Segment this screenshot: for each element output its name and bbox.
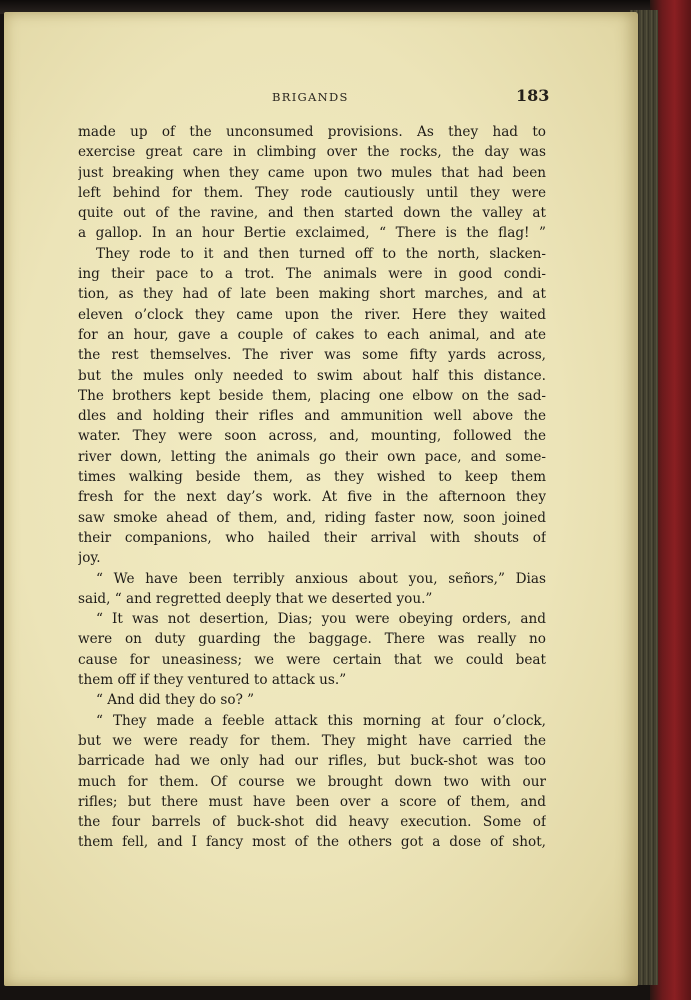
text-line: eleven o’clock they came upon the river. Here they waited bbox=[78, 306, 546, 323]
text-line: joy. bbox=[78, 550, 101, 567]
text-line: rifles; but there must have been over a score of them, and bbox=[78, 793, 546, 810]
text-line: them off if they ventured to attack us.” bbox=[78, 672, 347, 689]
body-text bbox=[78, 122, 546, 853]
text-line: river down, letting the animals go their own pace, and some- bbox=[78, 448, 546, 465]
text-line: a gallop. In an hour Bertie exclaimed, “ There is the flag! ” bbox=[78, 225, 546, 242]
text-line: their companions, who hailed their arrival with shouts of bbox=[78, 529, 546, 546]
text-line: barricade had we only had our rifles, but buck-shot was too bbox=[78, 753, 546, 770]
text-line: “ We have been terribly anxious about you, señors,” Dias bbox=[96, 570, 546, 587]
text-line: were on duty guarding the baggage. There was really no bbox=[78, 631, 546, 648]
text-line: quite out of the ravine, and then started down the valley at bbox=[78, 205, 546, 222]
text-line: them fell, and I fancy most of the others got a dose of shot, bbox=[78, 834, 546, 851]
text-line: for an hour, gave a couple of cakes to each animal, and ate bbox=[78, 326, 546, 343]
text-line: cause for uneasiness; we were certain that we could beat bbox=[78, 651, 546, 668]
text-line: much for them. Of course we brought down two with our bbox=[78, 773, 546, 790]
page-number: 183 bbox=[516, 86, 550, 105]
text-line: the four barrels of buck-shot did heavy execution. Some of bbox=[78, 814, 546, 831]
text-line: said, “ and regretted deeply that we deserted you.” bbox=[78, 590, 433, 607]
text-line: just breaking when they came upon two mules that had been bbox=[78, 164, 546, 181]
text-line: water. They were soon across, and, mounting, followed the bbox=[78, 428, 546, 445]
text-line: fresh for the next day’s work. At five in the afternoon they bbox=[78, 489, 546, 506]
text-line: exercise great care in climbing over the rocks, the day was bbox=[78, 144, 546, 161]
text-line: The brothers kept beside them, placing one elbow on the sad- bbox=[78, 387, 546, 404]
text-line: They rode to it and then turned off to the north, slacken- bbox=[96, 245, 546, 262]
text-line: but the mules only needed to swim about half this distance. bbox=[78, 367, 546, 384]
text-line: times walking beside them, as they wished to keep them bbox=[78, 469, 546, 486]
text-line: but we were ready for them. They might have carried the bbox=[78, 732, 546, 749]
text-line: “ And did they do so? ” bbox=[96, 692, 255, 709]
text-line: left behind for them. They rode cautiously until they were bbox=[78, 184, 546, 201]
text-line: made up of the unconsumed provisions. As they had to bbox=[78, 124, 546, 140]
text-line: the rest themselves. The river was some fifty yards across, bbox=[78, 347, 546, 364]
text-line: tion, as they had of late been making short marches, and at bbox=[78, 286, 546, 303]
text-line: dles and holding their rifles and ammunition well above the bbox=[78, 408, 546, 425]
running-head: BRIGANDS bbox=[272, 90, 349, 104]
text-line: ing their pace to a trot. The animals were in good condi- bbox=[78, 266, 546, 283]
text-line: “ It was not desertion, Dias; you were obeying orders, and bbox=[96, 611, 546, 628]
text-line: “ They made a feeble attack this morning at four o’clock, bbox=[96, 712, 546, 729]
text-line: saw smoke ahead of them, and, riding faster now, soon joined bbox=[78, 509, 546, 526]
